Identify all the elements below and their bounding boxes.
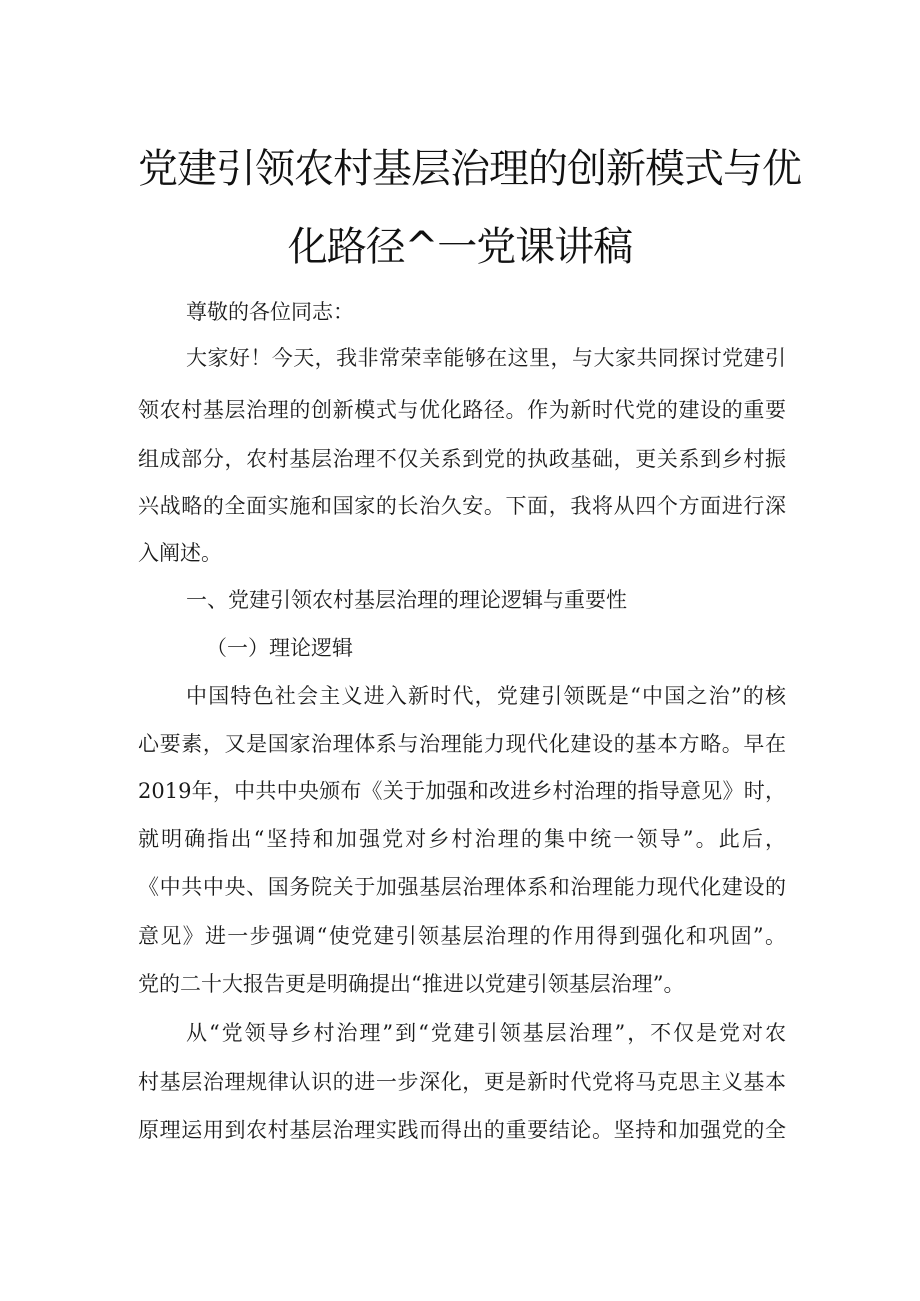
subsection-heading: （一）理论逻辑 [206,636,353,660]
paragraph-2-line: 2019年，中共中央颁布《关于加强和改进乡村治理的指导意见》时， [138,779,786,803]
document-title-line-2: 化路径^一党课讲稿 [287,224,633,270]
paragraph-1-line: 兴战略的全面实施和国家的长治久安。下面，我将从四个方面进行深 [138,494,786,518]
paragraph-2-line: 《中共中央、国务院关于加强基层治理体系和治理能力现代化建设的 [138,875,786,899]
salutation: 尊敬的各位同志： [186,300,354,324]
document-title-line-1: 党建引领农村基层治理的创新模式与优 [138,146,801,192]
paragraph-2-line: 意见》进一步强调“使党建引领基层治理的作用得到强化和巩固”。 [138,924,786,948]
paragraph-1-line: 大家好！今天，我非常荣幸能够在这里，与大家共同探讨党建引 [186,346,786,370]
section-heading: 一、党建引领农村基层治理的理论逻辑与重要性 [186,588,627,612]
paragraph-3-line: 原理运用到农村基层治理实践而得出的重要结论。坚持和加强党的全 [138,1118,786,1142]
paragraph-1-line: 入阐述。 [138,541,222,565]
paragraph-3-line: 村基层治理规律认识的进一步深化，更是新时代党将马克思主义基本 [138,1070,786,1094]
paragraph-2-line: 心要素，又是国家治理体系与治理能力现代化建设的基本方略。早在 [138,732,786,756]
paragraph-1-line: 组成部分，农村基层治理不仅关系到党的执政基础，更关系到乡村振 [138,447,786,471]
paragraph-2-line: 就明确指出“坚持和加强党对乡村治理的集中统一领导”。此后， [138,827,786,851]
paragraph-1-line: 领农村基层治理的创新模式与优化路径。作为新时代党的建设的重要 [138,398,786,422]
paragraph-3-line: 从“党领导乡村治理”到“党建引领基层治理”，不仅是党对农 [186,1021,786,1045]
paragraph-2-line: 中国特色社会主义进入新时代，党建引领既是“中国之治”的核 [186,684,786,708]
paragraph-2-line: 党的二十大报告更是明确提出“推进以党建引领基层治理”。 [138,972,685,996]
